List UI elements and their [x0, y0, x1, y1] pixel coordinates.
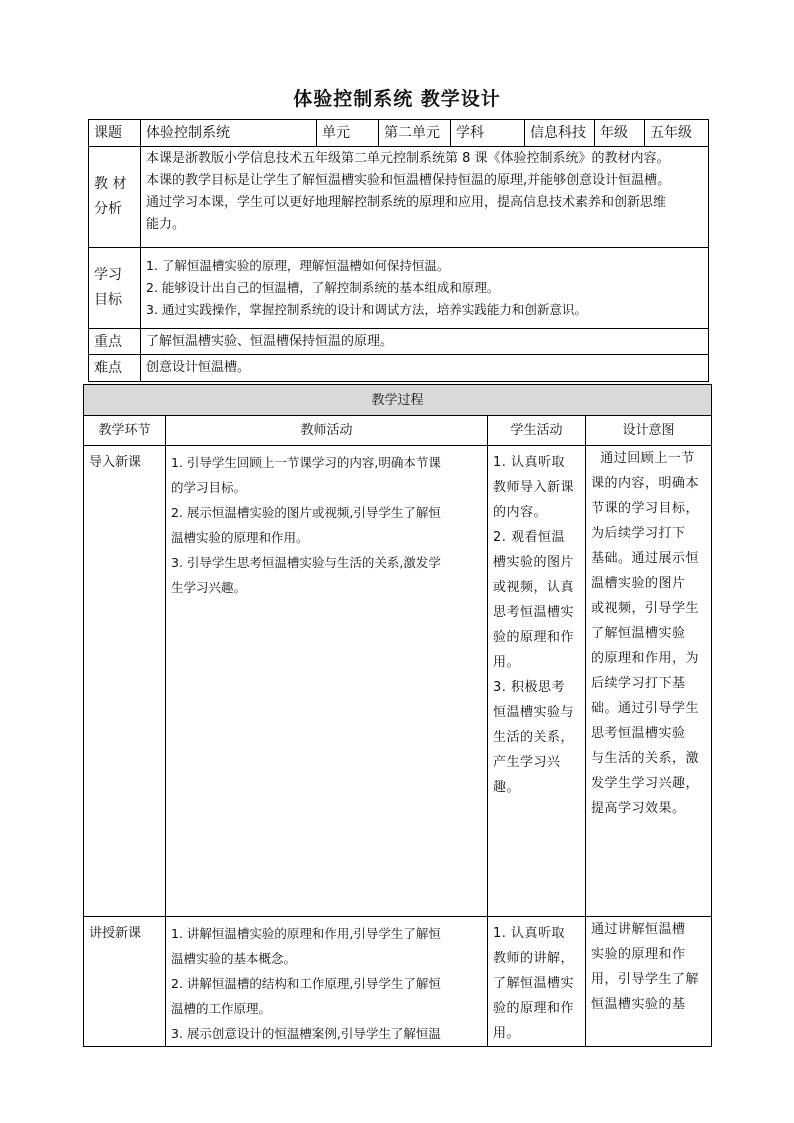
analysis-text [141, 147, 709, 248]
intent-line: 提高学习效果。 [591, 801, 686, 816]
intent-line: 恒温槽实验的基 [591, 997, 686, 1012]
analysis-line: 能力。 [146, 217, 186, 232]
topic-label: 课题 [89, 120, 141, 147]
goal-item: 1. 了解恒温槽实验的原理，理解恒温槽如何保持恒温。 [146, 258, 450, 273]
student-line: 验的原理和作 [493, 1001, 575, 1016]
page-title: 体验控制系统 教学设计 [293, 88, 501, 110]
teaching-process-table [83, 384, 712, 1047]
teacher-line: 1. 引导学生回顾上一节课学习的内容,明确本节课 [171, 455, 441, 470]
intent-line: 实验的原理和作 [591, 947, 686, 962]
student-line: 的内容。 [493, 505, 548, 520]
difficulty-row [89, 355, 709, 382]
grade-label: 年级 [595, 120, 645, 147]
analysis-label [89, 147, 141, 248]
design-intent [586, 446, 712, 917]
step-name: 讲授新课 [84, 917, 166, 1047]
analysis-line: 本课是浙教版小学信息技术五年级第二单元控制系统第 8 课《体验控制系统》的教材内容。 [146, 151, 670, 166]
process-row-intro [84, 446, 712, 917]
student-line: 用。 [493, 655, 521, 670]
intent-line: 发学生学习兴趣， [591, 776, 700, 791]
step-name: 导入新课 [84, 446, 166, 917]
student-line: 3. 积极思考 [493, 680, 566, 695]
intent-line: 通过回顾上一节 [591, 451, 695, 466]
teacher-line: 2. 展示恒温槽实验的图片或视频,引导学生了解恒 [171, 505, 441, 520]
difficulty-label: 难点 [89, 355, 141, 382]
goals-list [141, 248, 709, 329]
intent-line: 用，引导学生了解 [591, 972, 700, 987]
teacher-line: 3. 展示创意设计的恒温槽案例,引导学生了解恒温 [171, 1026, 441, 1041]
process-row-new-lesson [84, 917, 712, 1047]
intent-line: 节课的学习目标， [591, 501, 700, 516]
analysis-row [89, 147, 709, 248]
teacher-line: 温槽的工作原理。 [171, 1001, 272, 1016]
goals-label [89, 248, 141, 329]
student-line: 1. 认真听取 [493, 455, 566, 470]
column-header-step: 教学环节 [84, 416, 166, 446]
student-line: 生活的关系， [493, 730, 575, 745]
key-point-row [89, 329, 709, 355]
student-line: 教师的讲解， [493, 951, 575, 966]
student-line: 恒温槽实验与 [493, 705, 575, 720]
student-line: 用。 [493, 1026, 521, 1041]
teacher-line: 生学习兴趣。 [171, 580, 247, 595]
key-point-label: 重点 [89, 329, 141, 355]
analysis-label-line: 分析 [94, 201, 122, 217]
intent-line: 基础。通过展示恒 [591, 551, 700, 566]
analysis-label-line: 教 材 [94, 176, 127, 192]
intent-line: 的原理和作用，为 [591, 651, 700, 666]
analysis-line: 通过学习本课，学生可以更好地理解控制系统的原理和应用，提高信息技术素养和创新思维 [146, 195, 667, 210]
student-line: 或视频，认真 [493, 580, 575, 595]
intent-line: 了解恒温槽实验 [591, 626, 686, 641]
subject-label: 学科 [451, 120, 525, 147]
intent-line: 通过讲解恒温槽 [591, 922, 686, 937]
intent-line: 后续学习打下基 [591, 676, 686, 691]
goals-label-line: 目标 [94, 292, 122, 308]
intent-line: 温槽实验的图片 [591, 576, 686, 591]
info-row [89, 120, 709, 147]
student-activity [488, 917, 586, 1047]
process-columns-row [84, 416, 712, 446]
goals-row [89, 248, 709, 329]
process-heading: 教学过程 [84, 385, 712, 416]
key-point-text: 了解恒温槽实验、恒温槽保持恒温的原理。 [141, 329, 709, 355]
student-line: 2. 观看恒温 [493, 530, 566, 545]
student-line: 了解恒温槽实 [493, 976, 575, 991]
column-header-student: 学生活动 [488, 416, 586, 446]
grade-value: 五年级 [645, 120, 709, 147]
teacher-line: 温槽实验的基本概念。 [171, 951, 297, 966]
teacher-line: 2. 讲解恒温槽的结构和工作原理,引导学生了解恒 [171, 976, 441, 991]
analysis-line: 本课的教学目标是让学生了解恒温槽实验和恒温槽保持恒温的原理,并能够创意设计恒温槽。 [146, 173, 671, 188]
difficulty-text: 创意设计恒温槽。 [141, 355, 709, 382]
intent-line: 或视频，引导学生 [591, 601, 700, 616]
student-line: 验的原理和作 [493, 630, 575, 645]
teacher-activity [166, 446, 488, 917]
intent-line: 础。通过引导学生 [591, 701, 700, 716]
goal-item: 2. 能够设计出自己的恒温槽，了解控制系统的基本组成和原理。 [146, 280, 500, 295]
teacher-line: 温槽实验的原理和作用。 [171, 530, 309, 545]
student-line: 教师导入新课 [493, 480, 575, 495]
design-intent [586, 917, 712, 1047]
subject-value: 信息科技 [525, 120, 595, 147]
topic-value: 体验控制系统 [141, 120, 317, 147]
intent-line: 为后续学习打下 [591, 526, 686, 541]
process-heading-row [84, 385, 712, 416]
student-line: 思考恒温槽实 [493, 605, 575, 620]
unit-label: 单元 [317, 120, 379, 147]
teacher-line: 的学习目标。 [171, 480, 247, 495]
column-header-teacher: 教师活动 [166, 416, 488, 446]
student-line: 槽实验的图片 [493, 555, 575, 570]
goals-label-line: 学习 [94, 267, 122, 283]
intent-line: 与生活的关系，激 [591, 751, 700, 766]
column-header-intent: 设计意图 [586, 416, 712, 446]
intent-line: 课的内容，明确本 [591, 476, 700, 491]
lesson-info-table [88, 119, 709, 382]
goal-item: 3. 通过实践操作，掌握控制系统的设计和调试方法，培养实践能力和创新意识。 [146, 302, 587, 317]
teacher-line: 3. 引导学生思考恒温槽实验与生活的关系,激发学 [171, 555, 441, 570]
student-line: 产生学习兴趣。 [493, 755, 561, 795]
unit-value: 第二单元 [379, 120, 451, 147]
student-activity [488, 446, 586, 917]
teacher-activity [166, 917, 488, 1047]
intent-line: 思考恒温槽实验 [591, 726, 686, 741]
teacher-line: 1. 讲解恒温槽实验的原理和作用,引导学生了解恒 [171, 926, 441, 941]
student-line: 1. 认真听取 [493, 926, 566, 941]
